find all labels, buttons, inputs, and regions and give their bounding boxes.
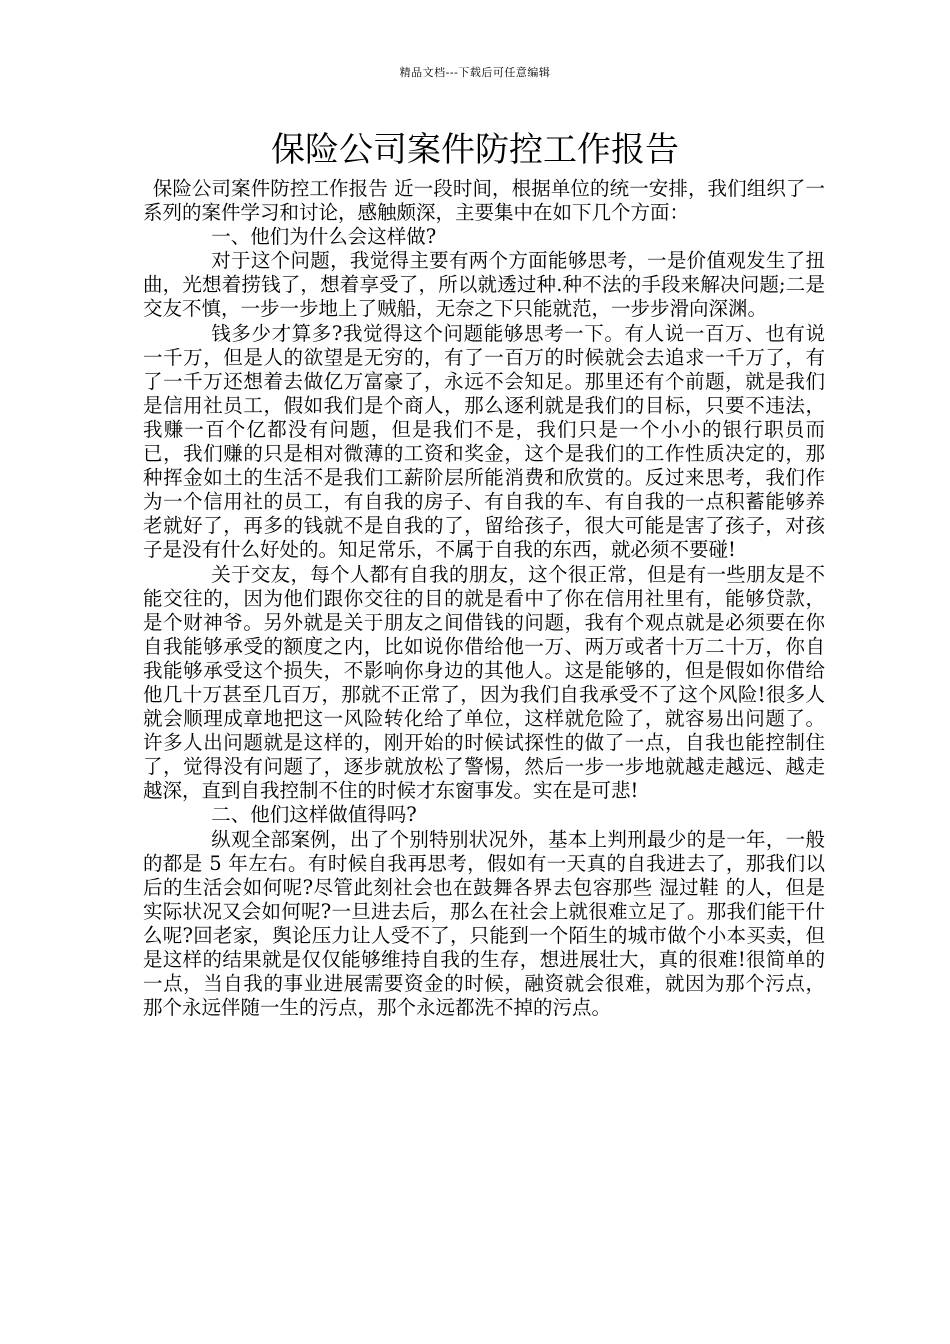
document-body <box>143 177 825 1020</box>
section-heading-1: 一、他们为什么会这样做? <box>211 225 437 249</box>
intro-paragraph: 保险公司案件防控工作报告 近一段时间，根据单位的统一安排，我们组织了一系列的案件学习和讨论，感触颇深，主要集中在如下几个方面： <box>143 177 825 225</box>
body-paragraph: 钱多少才算多?我觉得这个问题能够思考一下。有人说一百万、也有说一千万，但是人的欲望是无穷的，有了一百万的时候就会去追求一千万了，有了一千万还想着去做亿万富豪了，永远不会知足。那里还有个前题，就是我们是信用社员工，假如我们是个商人，那么逐利就是我们的目标，只要不违法，我赚一百个亿都没有问题，但是我们不是，我们只是一个小小的银行职员而已，我们赚的只是相对微薄的工资和奖金，这个是我们的工作性质决定的，那种挥金如土的生活不是我们工薪阶层所能消费和欣赏的。反过来思考，我们作为一个信用社的员工，有自我的房子、有自我的车、有自我的一点积蓄能够养老就好了，再多的钱就不是自我的了，留给孩子，很大可能是害了孩子，对孩子是没有什么好处的。知足常乐，不属于自我的东西，就必须不要碰! <box>143 321 825 562</box>
body-paragraph: 对于这个问题，我觉得主要有两个方面能够思考，一是价值观发生了扭曲，光想着捞钱了，想着享受了，所以就透过种.种不法的手段来解决问题;二是交友不慎，一步一步地上了贼船，无奈之下只能就范，一步步滑向深渊。 <box>143 249 825 321</box>
body-paragraph: 纵观全部案例，出了个别特别状况外，基本上判刑最少的是一年，一般的都是 5 年左右。有时候自我再思考，假如有一天真的自我进去了，那我们以后的生活会如何呢?尽管此刻社会也在鼓舞各界去包容那些 湿过鞋 的人，但是实际状况又会如何呢?一旦进去后，那么在社会上就很难立足了。那我们能干什么呢?回老家，舆论压力让人受不了，只能到一个陌生的城市做个小本买卖，但是这样的结果就是仅仅能够维持自我的生存，想进展壮大，真的很难!很简单的一点，当自我的事业进展需要资金的时候，融资就会很难，就因为那个污点，那个永远伴随一生的污点，那个永远都洗不掉的污点。 <box>143 827 825 1020</box>
body-paragraph: 关于交友，每个人都有自我的朋友，这个很正常，但是有一些朋友是不能交往的，因为他们跟你交往的目的就是看中了你在信用社里有，能够贷款，是个财神爷。另外就是关于朋友之间借钱的问题，我有个观点就是必须要在你自我能够承受的额度之内，比如说你借给他一万、两万或者十万二十万，你自我能够承受这个损失，不影响你身边的其他人。这是能够的，但是假如你借给他几十万甚至几百万，那就不正常了，因为我们自我承受不了这个风险!很多人就会顺理成章地把这一风险转化给了单位，这样就危险了，就容易出问题了。许多人出问题就是这样的，刚开始的时候试探性的做了一点，自我也能控制住了，觉得没有问题了，逐步就放松了警惕，然后一步一步地就越走越远、越走越深，直到自我控制不住的时候才东窗事发。实在是可悲! <box>143 562 825 803</box>
section-heading-2: 二、他们这样做值得吗? <box>211 803 417 827</box>
page-header: 精品文档---下载后可任意编辑 <box>399 66 551 79</box>
document-title: 保险公司案件防控工作报告 <box>271 130 679 170</box>
